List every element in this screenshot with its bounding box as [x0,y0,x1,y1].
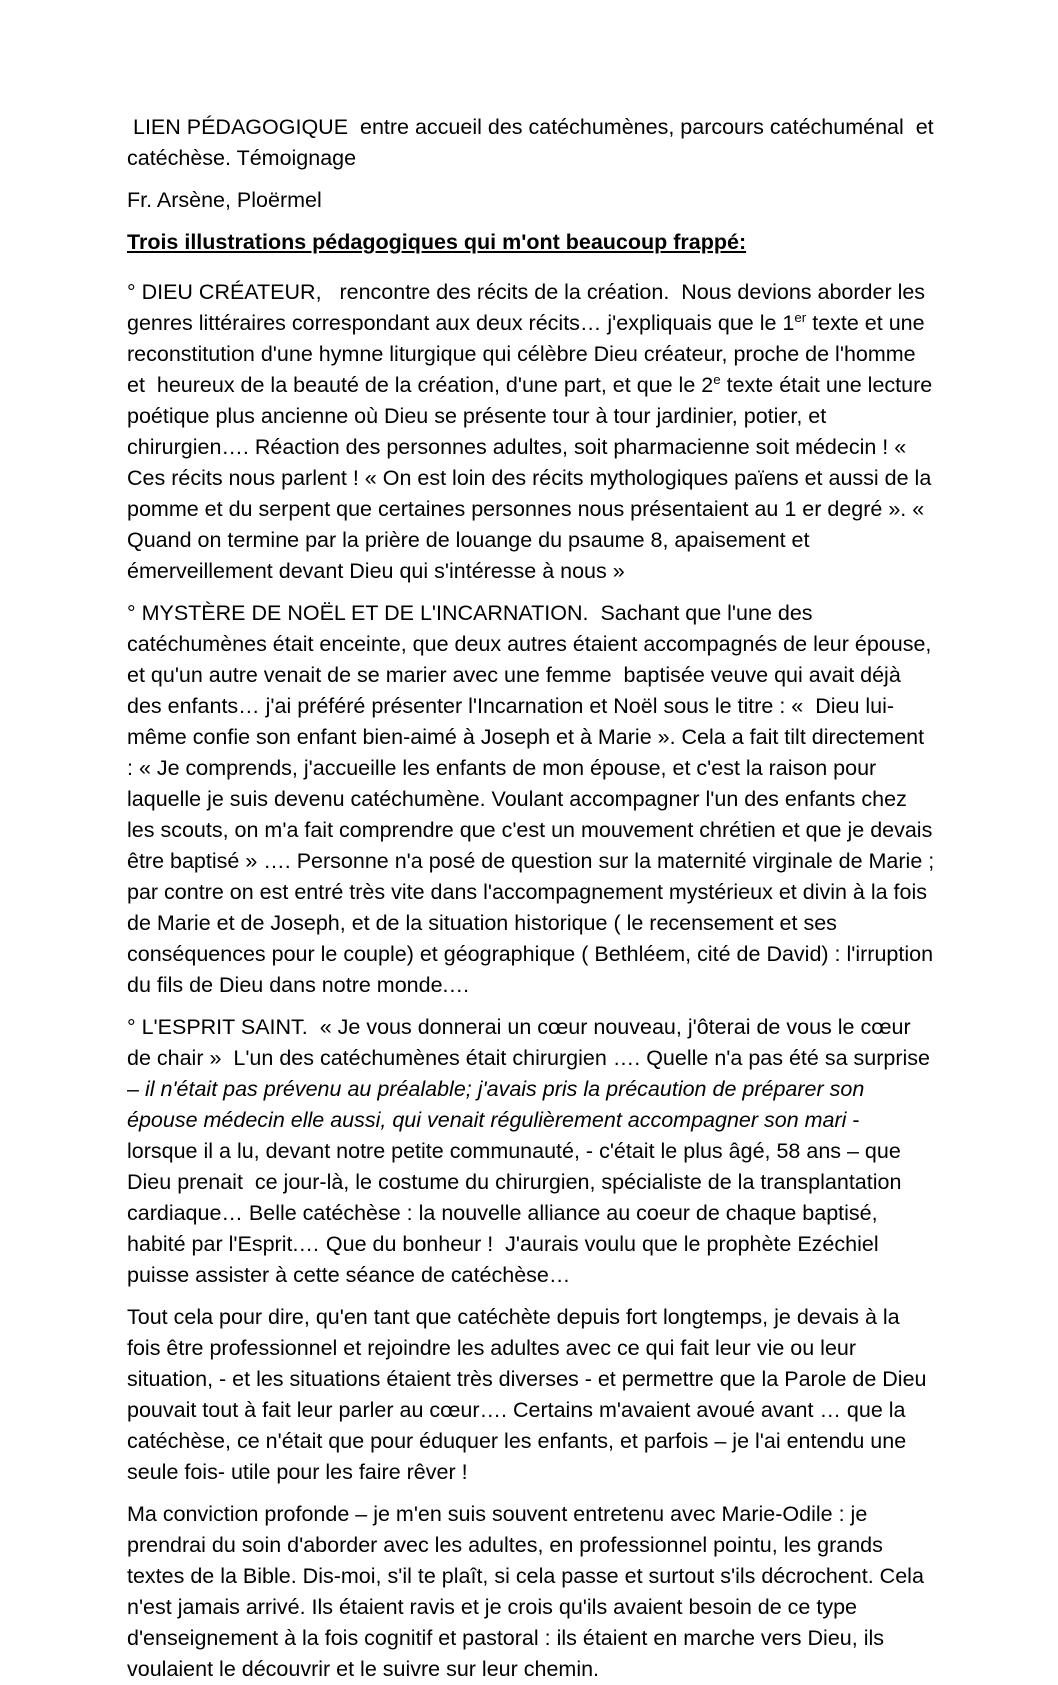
document-title: LIEN PÉDAGOGIQUE entre accueil des catéchumènes, parcours catéchuménal et catéchèse. Témoignage [127,115,940,170]
paragraph-text: texte était une lecture poétique plus ancienne où Dieu se présente tour à tour jardinier, potier, et chirurgien…. Réaction des personnes adultes, soit pharmacienne soit médecin ! « Ces récits nous parlent ! « On est loin des récits mythologiques païens et aussi de la pomme et du serpent que certaines personnes nous présentaient au 1 er degré ». « Quand on termine par la prière de louange du psaume 8, apaisement et émerveillement devant Dieu qui s'intéresse à nous » [127,373,939,583]
ordinal-superscript: e [713,371,721,387]
section-heading: Trois illustrations pédagogiques qui m'ont beaucoup frappé: [127,230,747,254]
paragraph-text: - lorsque il a lu, devant notre petite communauté, - c'était le plus âgé, 58 ans – que Dieu prenait ce jour-là, le costume du chirurgien, spécialiste de la transplantation cardiaque… Belle catéchèse : la nouvelle alliance au coeur de chaque baptisé, habité par l'Esprit.… Que du bonheur ! J'aurais voulu que le prophète Ezéchiel puisse assister à cette séance de catéchèse… [127,1108,908,1287]
paragraph-dieu-createur [127,277,939,587]
paragraph-mystere-noel: ° MYSTÈRE DE NOËL ET DE L'INCARNATION. Sachant que l'une des catéchumènes était enceinte, que deux autres étaient accompagnés de leur épouse, et qu'un autre venait de se marier avec une femme baptisée veuve qui avait déjà des enfants… j'ai préféré présenter l'Incarnation et Noël sous le titre : « Dieu lui-même confie son enfant bien-aimé à Joseph et à Marie ». Cela a fait tilt directement : « Je comprends, j'accueille les enfants de mon épouse, et c'est la raison pour laquelle je suis devenu catéchumène. Voulant accompagner l'un des enfants chez les scouts, on m'a fait comprendre que c'est un mouvement chrétien et que je devais être baptisé » …. Personne n'a posé de question sur la maternité virginale de Marie ; par contre on est entré très vite dans l'accompagnement mystérieux et divin à la fois de Marie et de Joseph, et de la situation historique ( le recensement et ses conséquences pour le couple) et géographique ( Bethléem, cité de David) : l'irruption du fils de Dieu dans notre monde.… [127,601,941,997]
paragraph-text: texte et une reconstitution d'une hymne liturgique qui célèbre Dieu créateur, proche de l'homme et heureux de la beauté de la création, d'une part, et que le 2 [127,311,931,397]
author-line: Fr. Arsène, Ploërmel [127,188,322,212]
italic-aside: il n'était pas prévenu au préalable; j'avais pris la précaution de préparer son épouse médecin elle aussi, qui venait régulièrement accompagner son mari [127,1077,871,1132]
paragraph-text: ° L'ESPRIT SAINT. « Je vous donnerai un cœur nouveau, j'ôterai de vous le cœur de chair » L'un des catéchumènes était chirurgien …. Quelle n'a pas été sa surprise – [127,1015,936,1101]
paragraph-tout-cela: Tout cela pour dire, qu'en tant que catéchète depuis fort longtemps, je devais à la fois être professionnel et rejoindre les adultes avec ce qui fait leur vie ou leur situation, - et les situations étaient très diverses - et permettre que la Parole de Dieu pouvait tout à fait leur parler au cœur…. Certains m'avaient avoué avant … que la catéchèse, ce n'était que pour éduquer les enfants, et parfois – je l'ai entendu une seule fois- utile pour les faire rêver ! [127,1305,933,1484]
paragraph-esprit-saint [127,1012,936,1291]
paragraph-text: ° DIEU CRÉATEUR, rencontre des récits de la création. Nous devions aborder les genres littéraires correspondant aux deux récits… j'expliquais que le 1 [127,280,932,335]
ordinal-superscript: er [794,309,807,325]
paragraph-conviction: Ma conviction profonde – je m'en suis souvent entretenu avec Marie-Odile : je prendrai du soin d'aborder avec les adultes, en professionnel pointu, les grands textes de la Bible. Dis-moi, s'il te plaît, si cela passe et surtout s'ils décrochent. Cela n'est jamais arrivé. Ils étaient ravis et je crois qu'ils avaient besoin de ce type d'enseignement à la fois cognitif et pastoral : ils étaient en marche vers Dieu, ils voulaient le découvrir et le suivre sur leur chemin. [127,1502,930,1681]
